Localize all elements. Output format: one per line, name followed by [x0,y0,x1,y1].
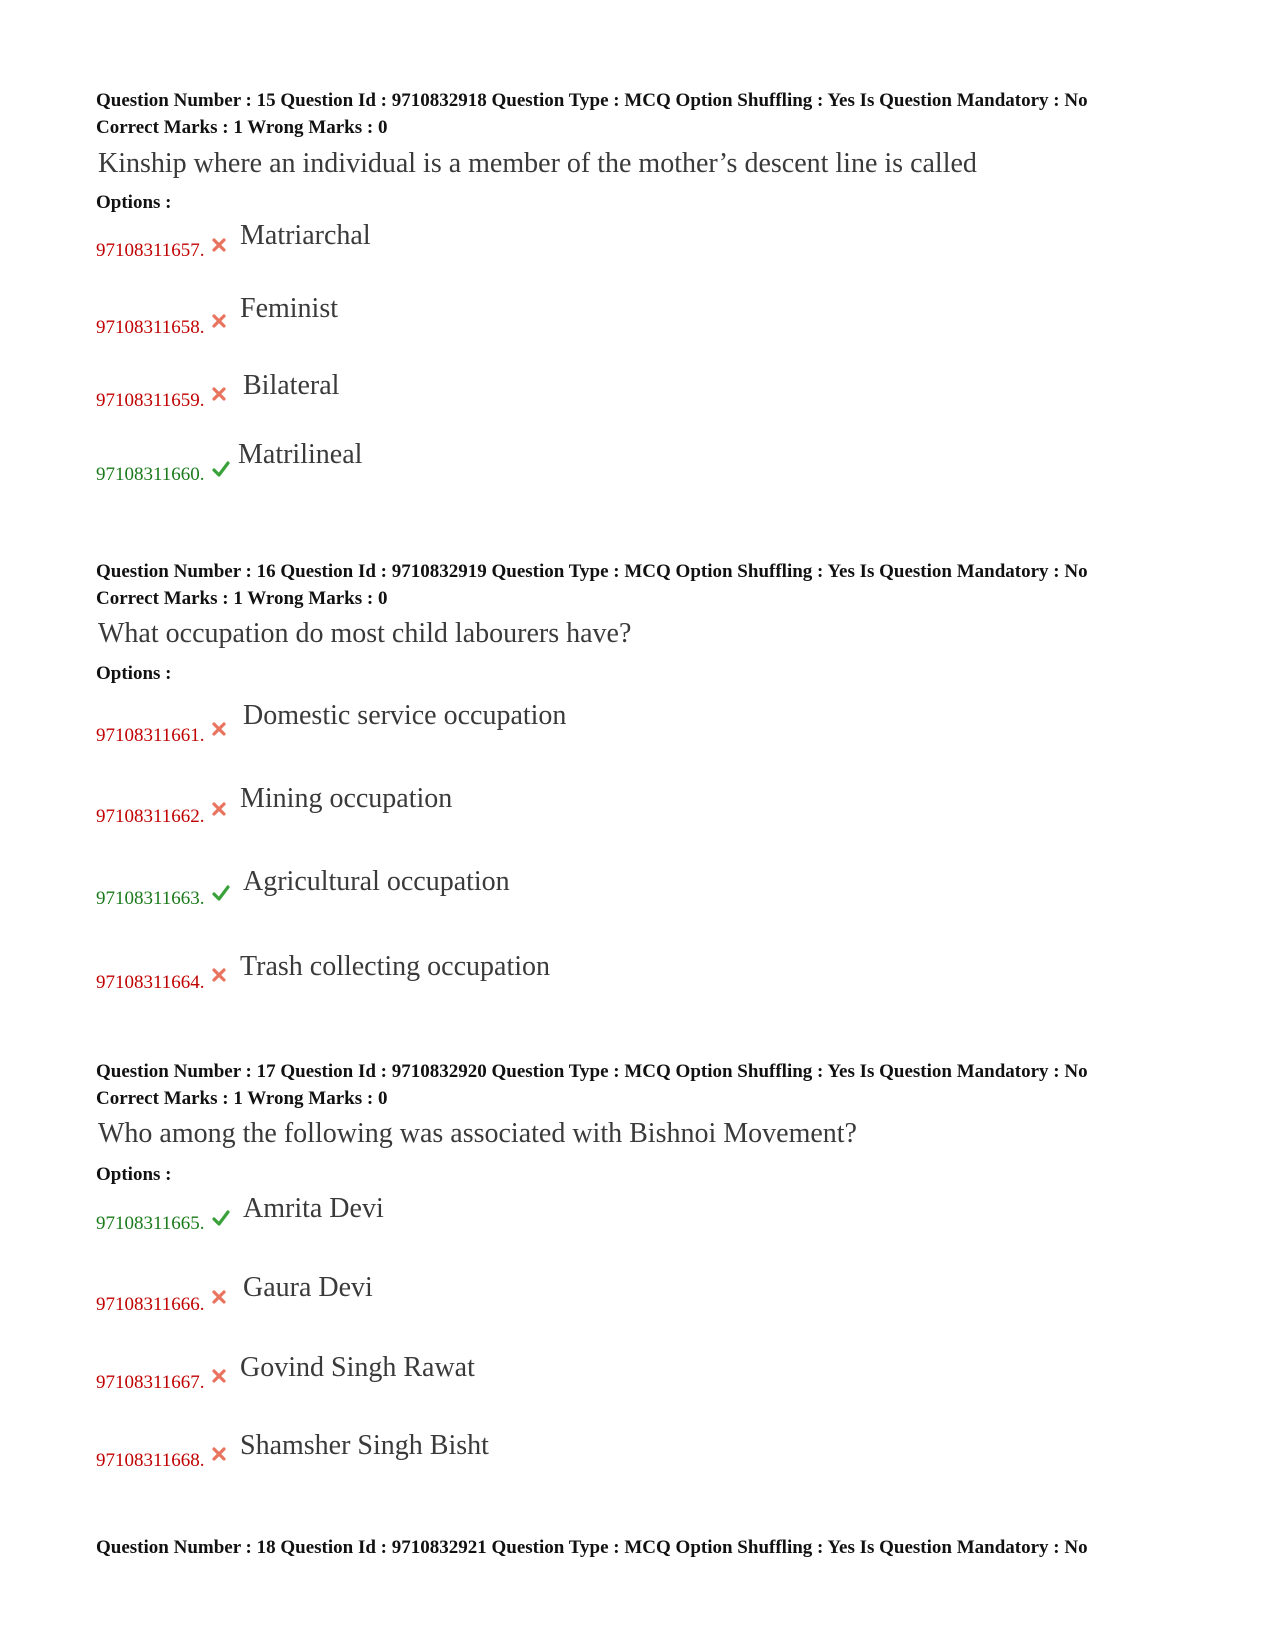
option-text: Feminist [240,293,339,324]
cross-icon [210,720,228,738]
question-meta-line: Question Number : 15 Question Id : 9710832918 Question Type : MCQ Option Shuffling : Yes Is Question Mandatory : No [96,90,1088,111]
option-id: 97108311661. [96,725,205,746]
cross-icon [210,385,228,403]
option-text: Govind Singh Rawat [240,1352,475,1383]
options-label: Options : [96,663,172,684]
option-text: Bilateral [243,370,340,401]
option-text: Domestic service occupation [243,700,567,731]
option-text: Matrilineal [238,439,363,470]
option-id: 97108311664. [96,972,205,993]
check-icon [212,1209,230,1227]
marks-line: Correct Marks : 1 Wrong Marks : 0 [96,588,388,609]
option-text: Gaura Devi [243,1272,373,1303]
question-meta [96,1061,1088,1110]
question-meta [96,1537,1088,1559]
cross-icon [210,1367,228,1385]
question-meta-line: Question Number : 17 Question Id : 9710832920 Question Type : MCQ Option Shuffling : Yes Is Question Mandatory : No [96,1061,1088,1082]
marks-line: Correct Marks : 1 Wrong Marks : 0 [96,117,388,138]
option-text: Mining occupation [240,783,453,814]
option-id: 97108311662. [96,806,205,827]
option-id: 97108311658. [96,317,205,338]
option-id: 97108311665. [96,1213,205,1234]
question-meta-line: Question Number : 16 Question Id : 9710832919 Question Type : MCQ Option Shuffling : Yes Is Question Mandatory : No [96,561,1088,582]
option-id: 97108311667. [96,1372,205,1393]
cross-icon [210,1445,228,1463]
check-icon [212,884,230,902]
option-id: 97108311660. [96,464,205,485]
question-text: What occupation do most child labourers have? [98,618,632,649]
option-id: 97108311668. [96,1450,205,1471]
question-text: Kinship where an individual is a member of the mother’s descent line is called [98,148,977,179]
question-meta [96,90,1088,139]
option-id: 97108311663. [96,888,205,909]
cross-icon [210,800,228,818]
option-id: 97108311659. [96,390,205,411]
option-text: Shamsher Singh Bisht [240,1430,489,1461]
option-text: Agricultural occupation [243,866,510,897]
cross-icon [210,236,228,254]
marks-line: Correct Marks : 1 Wrong Marks : 0 [96,1088,388,1109]
option-text: Matriarchal [240,220,371,251]
option-text: Trash collecting occupation [240,951,551,982]
cross-icon [210,312,228,330]
cross-icon [210,966,228,984]
cross-icon [210,1288,228,1306]
question-text: Who among the following was associated with Bishnoi Movement? [98,1118,857,1149]
option-text: Amrita Devi [243,1193,384,1224]
question-meta-line: Question Number : 18 Question Id : 9710832921 Question Type : MCQ Option Shuffling : Yes Is Question Mandatory : No [96,1537,1088,1558]
check-icon [212,460,230,478]
option-id: 97108311657. [96,240,205,261]
options-label: Options : [96,1164,172,1185]
options-label: Options : [96,192,172,213]
option-id: 97108311666. [96,1294,205,1315]
question-meta [96,561,1088,610]
